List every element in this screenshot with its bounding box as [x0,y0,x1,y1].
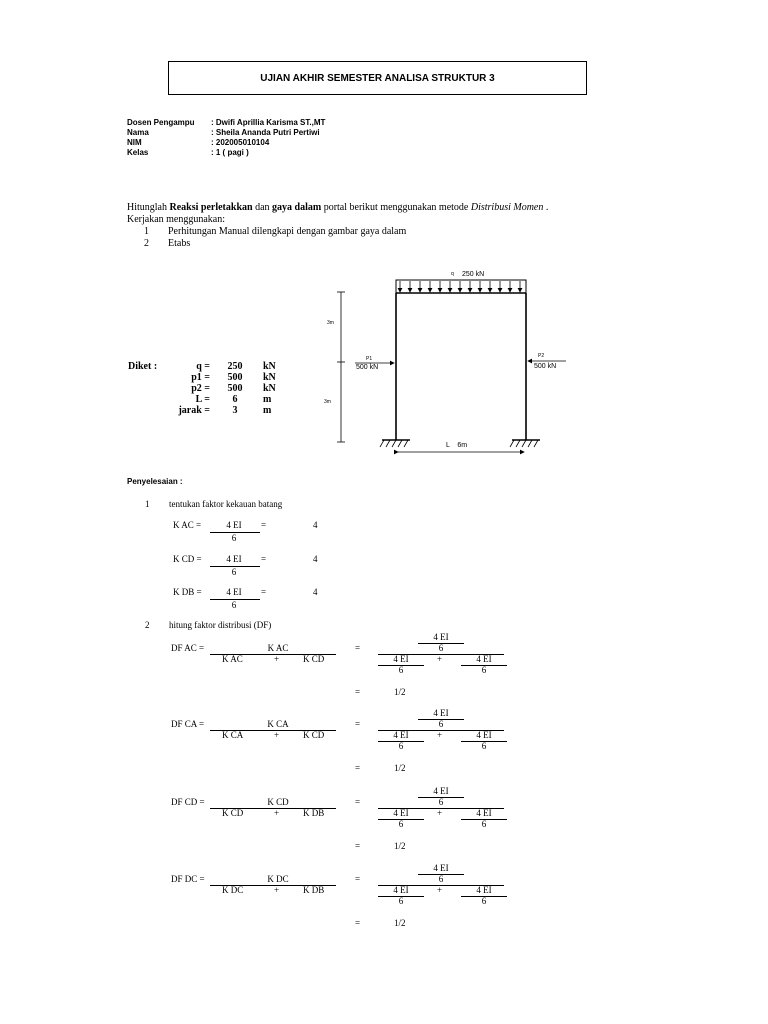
question-text: portal berikut menggunakan metode [321,202,471,213]
df-equals: = [355,874,361,884]
question-intro [127,202,548,214]
question-bold: gaya dalam [272,202,322,213]
df-result: 1/2 [394,918,406,928]
df-name: DF AC = [171,643,205,653]
k-numerator: 4 EI [226,520,242,530]
df-den-b: K DB [303,808,325,818]
df-result-equals: = [355,763,361,773]
df-a-numerator: 4 EI [393,730,409,740]
info-labels [127,118,195,158]
df-plus: + [437,654,443,664]
df-a-numerator: 4 EI [393,654,409,664]
p2-label: P2 [538,353,545,359]
question-text: . [543,202,549,213]
df-plus: + [274,730,280,740]
df-top-denominator: 6 [438,643,444,653]
dim-bottom-label: 3m [324,399,331,405]
info-value: : 202005010104 [211,138,270,147]
df-result-equals: = [355,918,361,928]
p1-label: P1 [366,356,373,362]
diket-name: p1 = [191,372,210,383]
diket-value: 6 [232,394,238,405]
df-numerator: K DC [267,874,289,884]
info-value: : 1 ( pagi ) [211,148,249,157]
df-a-denominator: 6 [398,896,404,906]
step-num: 2 [145,620,150,630]
info-values [211,118,325,158]
df-equals: = [355,797,361,807]
diket-unit: m [263,394,272,405]
df-numerator: K CD [267,797,289,807]
diket-units [263,361,276,416]
df-a-denominator: 6 [398,819,404,829]
df-top-numerator: 4 EI [433,863,449,873]
k-name: K AC = [173,520,202,530]
info-label: Dosen Pengampu [127,118,195,127]
df-a-denominator: 6 [398,741,404,751]
df-equals: = [355,643,361,653]
df-plus: + [437,730,443,740]
k-result: 4 [313,554,318,564]
question-text: Hitunglah [127,202,170,213]
df-top-denominator: 6 [438,874,444,884]
diket-value: 500 [227,383,243,394]
df-top-numerator: 4 EI [433,786,449,796]
question-item-num: 1 [144,226,149,237]
k-equals: = [261,587,267,597]
question-item-num: 2 [144,238,149,249]
question-italic: Distribusi Momen [470,202,544,213]
solution-heading: Penyelesaian : [127,477,183,486]
diket-name: q = [196,361,210,372]
p1-value: 500 kN [356,364,379,371]
df-den-a: K CA [222,730,244,740]
df-name: DF CD = [171,797,205,807]
k-equals: = [261,554,267,564]
step-num: 1 [145,499,150,509]
df-name: DF CA = [171,719,205,729]
portal-frame-diagram [320,262,557,462]
df-b-numerator: 4 EI [476,654,492,664]
fixed-support-b [510,440,540,447]
df-den-b: K CD [303,654,325,664]
p2-value: 500 kN [534,363,557,370]
question-text: dan [252,202,273,213]
diket-name: jarak = [178,405,210,416]
df-b-denominator: 6 [481,819,487,829]
df-equals: = [355,719,361,729]
question-line2: Kerjakan menggunakan: [127,214,226,225]
df-top-numerator: 4 EI [433,708,449,718]
diket-values [222,361,248,416]
diket-value: 3 [232,405,238,416]
k-result: 4 [313,520,318,530]
df-top-denominator: 6 [438,797,444,807]
df-result-equals: = [355,687,361,697]
df-top-numerator: 4 EI [433,632,449,642]
k-numerator: 4 EI [226,554,242,564]
k-numerator: 4 EI [226,587,242,597]
diket-names [160,361,210,416]
diket-unit: m [263,405,272,416]
df-result: 1/2 [394,763,406,773]
k-result: 4 [313,587,318,597]
df-plus: + [274,808,280,818]
df-den-a: K DC [222,885,244,895]
info-label: Kelas [127,148,149,157]
step-text: hitung faktor distribusi (DF) [169,620,272,630]
diket-value: 250 [227,361,243,372]
df-b-numerator: 4 EI [476,885,492,895]
diket-label: Diket : [128,361,158,372]
distributed-load-arrows [400,281,520,292]
diket-name: p2 = [191,383,210,394]
df-result-equals: = [355,841,361,851]
info-value: : Sheila Ananda Putri Pertiwi [211,128,320,137]
dim-top-label: 3m [327,320,334,326]
df-plus: + [274,654,280,664]
exam-title-box [168,61,587,95]
info-label: NIM [127,138,142,147]
df-den-a: K CD [222,808,244,818]
question-bold: Reaksi perletakkan [169,202,253,213]
diket-unit: kN [263,361,276,372]
df-top-denominator: 6 [438,719,444,729]
diket-unit: kN [263,372,276,383]
df-b-denominator: 6 [481,896,487,906]
info-label: Nama [127,128,149,137]
q-label: q [451,271,454,277]
df-b-denominator: 6 [481,741,487,751]
df-den-b: K DB [303,885,325,895]
df-den-a: K AC [222,654,243,664]
df-a-denominator: 6 [398,665,404,675]
df-plus: + [274,885,280,895]
df-b-numerator: 4 EI [476,808,492,818]
df-b-numerator: 4 EI [476,730,492,740]
span-label: L 6m [446,442,468,449]
df-numerator: K AC [267,643,289,653]
df-name: DF DC = [171,874,205,884]
df-plus: + [437,885,443,895]
diket-value: 500 [227,372,243,383]
diket-unit: kN [263,383,276,394]
df-plus: + [437,808,443,818]
exam-title: UJIAN AKHIR SEMESTER ANALISA STRUKTUR 3 [260,72,495,84]
diket-name: L = [195,394,210,405]
step-text: tentukan faktor kekauan batang [169,499,283,509]
df-a-numerator: 4 EI [393,885,409,895]
question-item-text: Perhitungan Manual dilengkapi dengan gambar gaya dalam [168,226,407,237]
q-value: 250 kN [462,271,485,278]
k-name: K CD = [173,554,202,564]
df-den-b: K CD [303,730,325,740]
k-denominator: 6 [231,533,237,543]
df-a-numerator: 4 EI [393,808,409,818]
df-b-denominator: 6 [481,665,487,675]
info-value: : Dwifi Aprillia Karisma ST.,MT [211,118,326,127]
k-name: K DB = [173,587,202,597]
question-item-text: Etabs [168,238,191,249]
df-numerator: K CA [267,719,289,729]
k-denominator: 6 [231,600,237,610]
fixed-support-a [380,440,410,447]
df-result: 1/2 [394,841,406,851]
k-equals: = [261,520,267,530]
distributed-load-band [396,280,526,293]
k-denominator: 6 [231,567,237,577]
df-result: 1/2 [394,687,406,697]
